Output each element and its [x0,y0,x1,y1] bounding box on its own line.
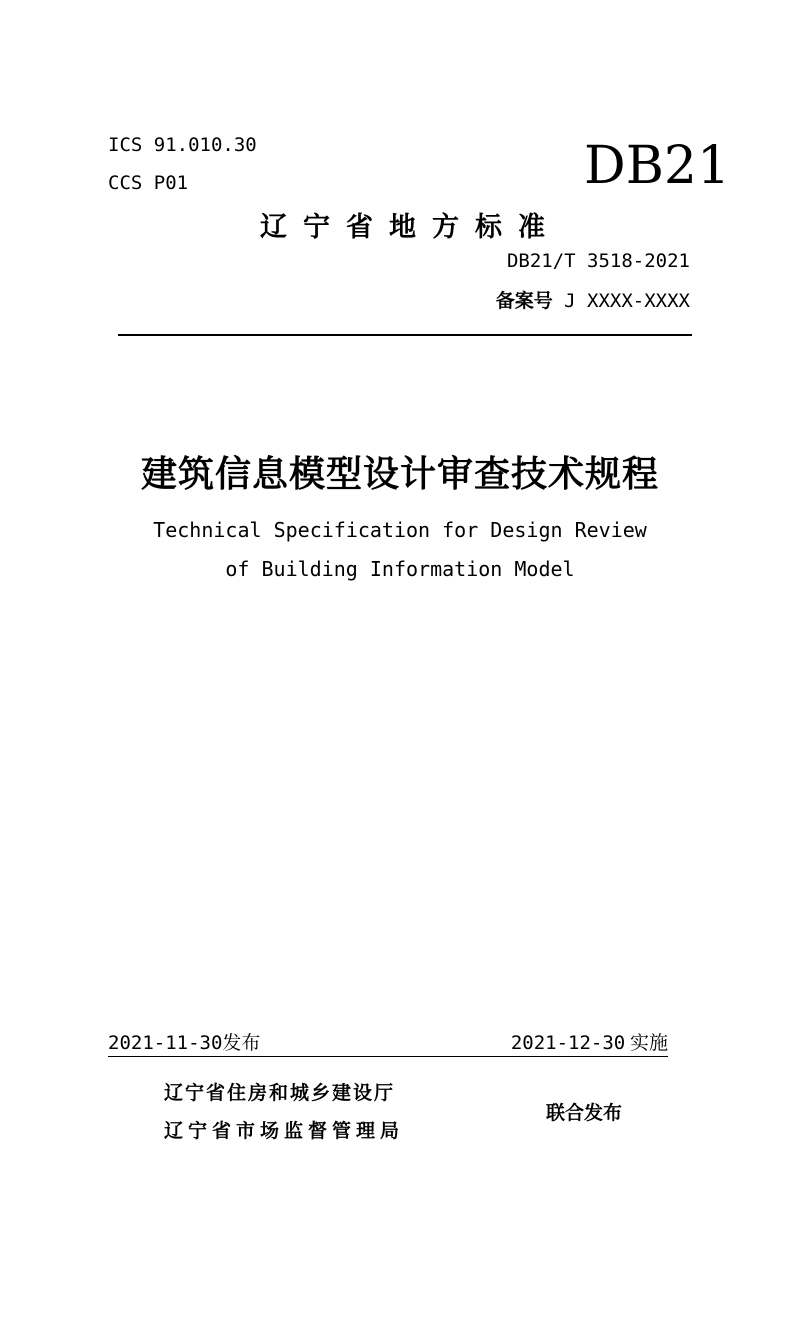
issuer-housing-department: 辽宁省住房和城乡建设厅 [164,1082,396,1104]
implement-label: 实施 [629,1032,668,1054]
joint-release-label: 联合发布 [546,1102,623,1124]
title-english-line1: Technical Specification for Design Review [153,518,647,542]
standard-type: 辽宁省地方标准 [260,212,561,243]
ics-code: ICS 91.010.30 [108,134,257,156]
date-row [108,1028,668,1057]
implement-date [511,1028,668,1055]
title-english-line2: of Building Information Model [225,557,575,581]
filing-value: J XXXX-XXXX [564,290,690,312]
standard-number: DB21/T 3518-2021 [506,250,690,272]
release-label: 发布 [222,1032,261,1054]
release-date [108,1028,260,1055]
ccs-code: CCS P01 [108,172,189,194]
db-code: DB21 [584,136,731,196]
header-rule [118,334,692,336]
implement-date-value: 2021-12-30 [510,1032,626,1054]
title-chinese: 建筑信息模型设计审查技术规程 [140,454,659,495]
issuer-market-regulation: 辽宁省市场监督管理局 [164,1120,405,1142]
release-date-value: 2021-11-30 [108,1032,223,1054]
filing-label: 备案号 [495,290,553,312]
filing-number [496,286,690,313]
